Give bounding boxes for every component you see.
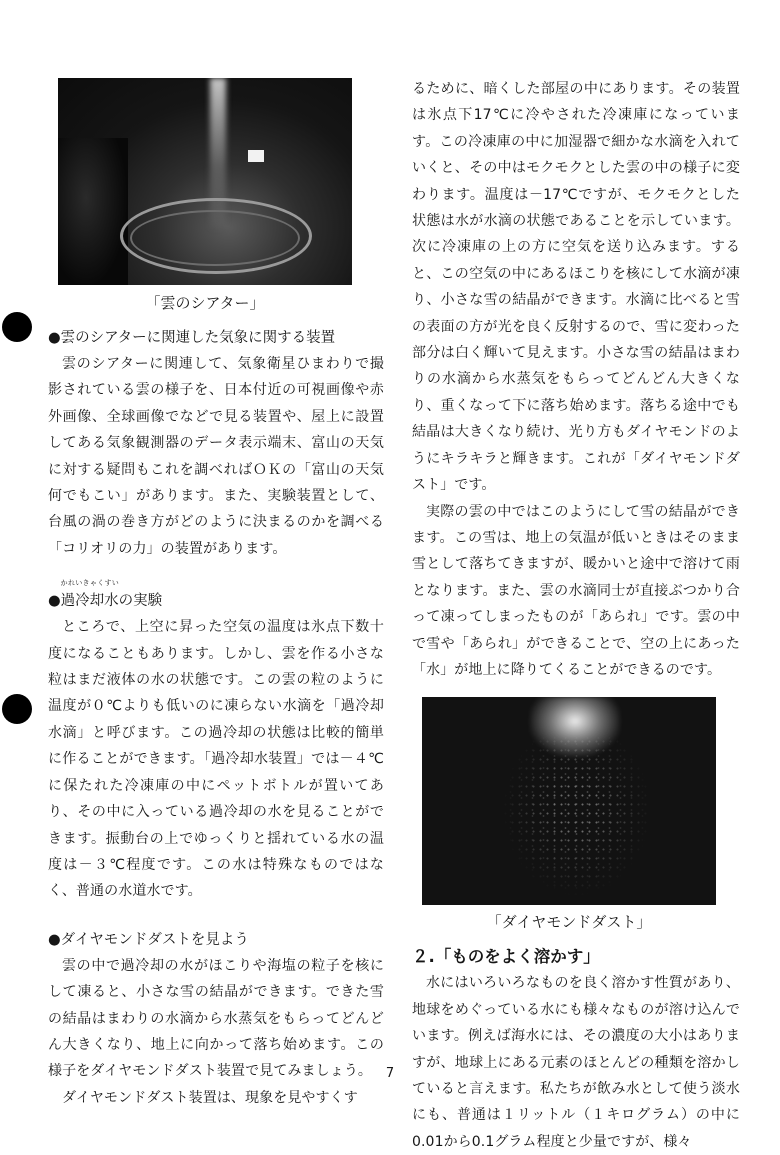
diamond-dust-paragraph-1: 雲の中で過冷却の水がほこりや海塩の粒子を核にして凍ると、小さな雪の結晶ができます。できた雪の結晶はまわりの水滴から水蒸気をもらってどんどん大きくなり、地上に向かって落ち始めます。この様子をダイヤモンドダスト装置で見てみましょう。	[48, 957, 384, 1080]
diamond-dust-heading: ●ダイヤモンドダストを見よう	[48, 931, 249, 948]
cloud-theater-heading: ●雲のシアターに関連した気象に関する装置	[48, 330, 336, 346]
supercooled-heading	[48, 579, 384, 614]
cloud-theater-photo	[58, 78, 352, 285]
dissolve-paragraph: 水にはいろいろなものを良く溶かす性質があり、地球をめぐっている水にも様々なものが溶け込んでいます。例えば海水には、その濃度の大小はありますが、地球上にある元素のほとんどの種類を溶かしていると言えます。私たちが飲み水として使う淡水にも、普通は１リットル（１キログラム）の中に0.01から0.1グラム程度と少量ですが、様々	[412, 975, 740, 1150]
supercooled-heading-bullet: ●	[48, 593, 61, 610]
diamond-dust-photo	[422, 697, 716, 905]
page-number: 7	[385, 1066, 395, 1081]
real-cloud-paragraph: 実際の雲の中ではこのようにして雪の結晶ができます。この雪は、地上の気温が低いときはそのまま雪として落ちてきますが、暖かいと途中で溶けて雨となります。また、雲の水滴同士が直接ぶつかり合って凍ってしまったものが「あられ」です。雲の中で雪や「あられ」ができることで、空の上にあった「水」が地上に降りてくることができるのです。	[412, 503, 740, 678]
supercooled-heading-base: 過冷却水	[60, 593, 119, 610]
cloud-theater-paragraph: 雲のシアターに関連して、気象衛星ひまわりで撮影されている雲の様子を、日本付近の可視画像や赤外画像、全球画像でなどで見る装置や、屋上に設置してある気象観測器のデータ表示端末、富山の天気に対する疑問もこれを調べればＯＫの「富山の天気何でもこい」があります。また、実験装置として、台風の渦の巻き方がどのように決まるのかを調べる「コリオリの力」の装置があります。	[48, 356, 384, 557]
left-column	[48, 78, 384, 1111]
diamond-dust-paragraph-2: ダイヤモンドダスト装置は、現象を見やすくす	[62, 1089, 358, 1106]
diamond-dust-caption: 「ダイヤモンドダスト」	[486, 913, 652, 932]
supercooled-paragraph: ところで、上空に昇った空気の温度は氷点下数十度になることもあります。しかし、雲を作る小さな粒はまだ液体の水の状態です。この雲の粒のように温度が０℃よりも低いのに凍らない水滴を「過冷却水滴」と呼びます。この過冷却の状態は比較的簡単に作ることができます。「過冷却水装置」では－４℃に保たれた冷凍庫の中にペットボトルが置いてあり、その中に入っている過冷却の水を見ることができます。振動台の上でゆっくりと揺れている水の温度は－３℃程度です。この水は特殊なものではなく、普通の水道水です。	[48, 619, 384, 900]
diamond-dust-paragraph-continued: るために、暗くした部屋の中にあります。その装置は氷点下17℃に冷やされた冷凍庫になっています。この冷凍庫の中に加湿器で細かな水滴を入れていくと、その中はモクモクとした雲の中の様子に変わります。温度は－17℃ですが、モクモクとした状態は水が水滴の状態であることを示しています。次に冷凍庫の上の方に空気を送り込みます。すると、この空気の中にあるほこりを核にして水滴が凍り、小さな雪の結晶ができます。水滴に比べると雪の表面の方が光を良く反射するので、雪に変わった部分は白く輝いて見えます。小さな雪の結晶はまわりの水滴から水蒸気をもらってどんどん大きくなり、重くなって下に落ち始めます。落ちる途中でも結晶は大きくなり続け、光り方もダイヤモンドのようにキラキラと輝きます。これが「ダイヤモンドダスト」です。	[412, 81, 740, 494]
supercooled-ruby: かれいきゃくすい	[60, 579, 120, 588]
supercooled-heading-rest: の実験	[118, 593, 163, 610]
section-title-dissolve: ２.「ものをよく溶かす」	[412, 947, 600, 967]
binder-hole-top	[2, 312, 32, 342]
cloud-theater-caption: 「雲のシアター」	[145, 294, 265, 312]
binder-hole-bottom	[2, 694, 32, 724]
right-column	[412, 76, 740, 1155]
